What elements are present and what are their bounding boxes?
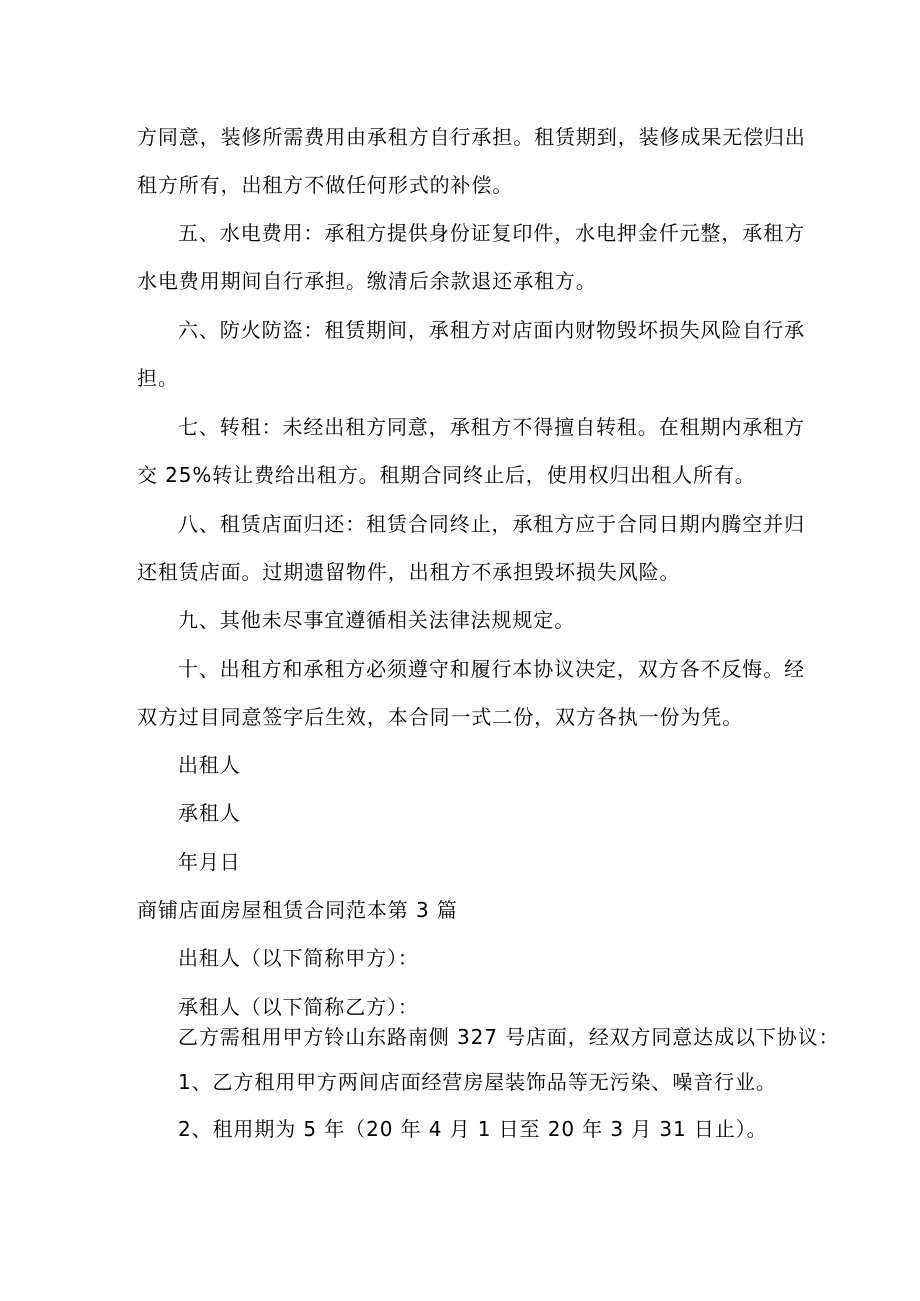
text-line: 双方过目同意签字后生效，本合同一式二份，双方各执一份为凭。 — [137, 705, 744, 729]
text-line: 还租赁店面。过期遗留物件，出租方不承担毁坏损失风险。 — [137, 560, 681, 584]
clause-9: 九、其他未尽事宜遵循相关法律法规规定。 — [178, 608, 576, 632]
term-1: 1、乙方租用甲方两间店面经营房屋装饰品等无污染、噪音行业。 — [178, 1070, 777, 1094]
signature-lessor: 出租人 — [178, 753, 241, 777]
text-line: 租方所有，出租方不做任何形式的补偿。 — [137, 173, 514, 197]
clause-5: 五、水电费用：承租方提供身份证复印件，水电押金仟元整，承租方 — [178, 221, 805, 245]
agreement-intro: 乙方需租用甲方铃山东路南侧 327 号店面，经双方同意达成以下协议： — [178, 1025, 840, 1049]
text-line: 方同意，装修所需费用由承租方自行承担。租赁期到，装修成果无偿归出 — [137, 125, 806, 149]
text-line: 担。 — [137, 366, 179, 390]
clause-6: 六、防火防盗：租赁期间，承租方对店面内财物毁坏损失风险自行承 — [178, 318, 805, 342]
party-b: 承租人（以下简称乙方）： — [178, 995, 419, 1019]
signature-lessee: 承租人 — [178, 801, 241, 825]
clause-8: 八、租赁店面归还：租赁合同终止，承租方应于合同日期内腾空并归 — [178, 512, 805, 536]
clause-10: 十、出租方和承租方必须遵守和履行本协议决定，双方各不反悔。经 — [178, 657, 805, 681]
text-line: 交 25%转让费给出租方。租期合同终止后，使用权归出租人所有。 — [137, 463, 756, 487]
party-a: 出租人（以下简称甲方）： — [178, 946, 419, 970]
clause-7: 七、转租：未经出租方同意，承租方不得擅自转租。在租期内承租方 — [178, 415, 805, 439]
text-line: 水电费用期间自行承担。缴清后余款退还承租方。 — [137, 269, 597, 293]
signature-date: 年月日 — [178, 850, 241, 874]
term-2: 2、租用期为 5 年（20 年 4 月 1 日至 20 年 3 月 31 日止）。 — [178, 1117, 768, 1141]
section-title: 商铺店面房屋租赁合同范本第 3 篇 — [137, 898, 458, 922]
